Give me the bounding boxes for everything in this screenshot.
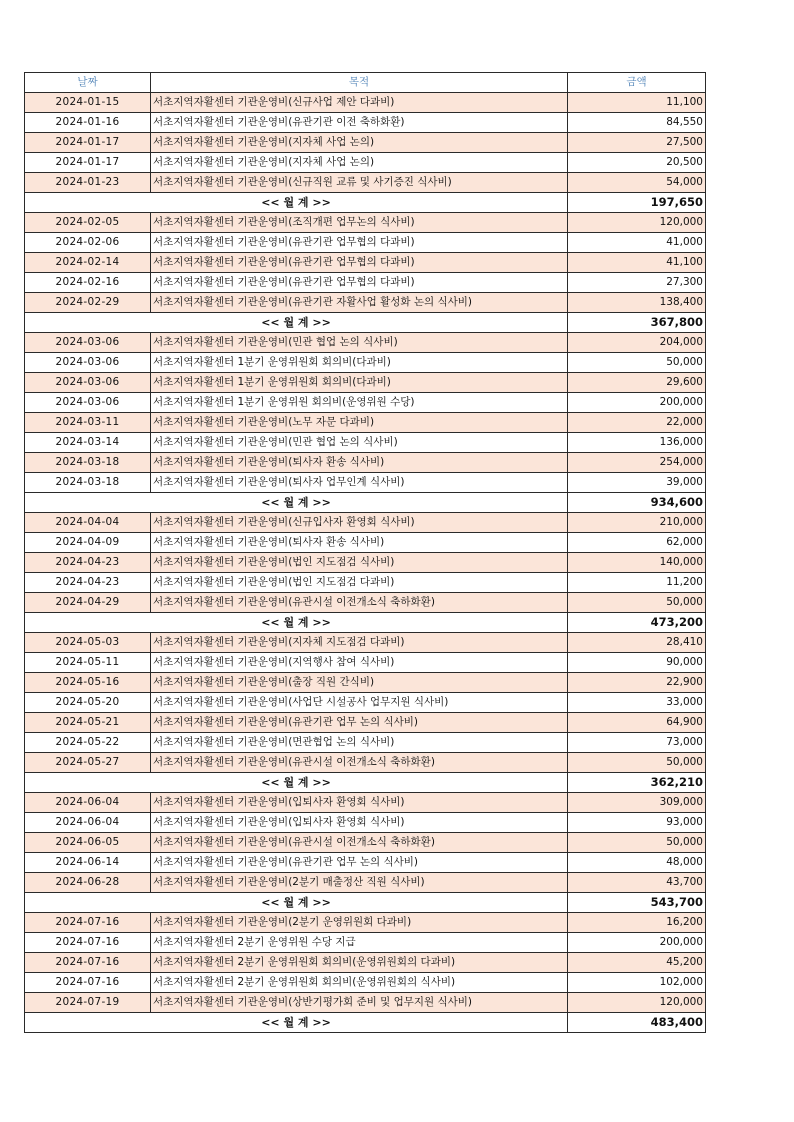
amount-cell: 50,000 (568, 593, 706, 613)
date-cell: 2024-02-05 (25, 213, 151, 233)
date-cell: 2024-03-06 (25, 353, 151, 373)
purpose-cell: 서초지역자활센터 기관운영비(유관기관 업무협의 다과비) (151, 233, 568, 253)
table-row (25, 153, 706, 173)
amount-cell: 84,550 (568, 113, 706, 133)
purpose-cell: 서초지역자활센터 2분기 운영위원회 회의비(운영위원회의 다과비) (151, 953, 568, 973)
table-row (25, 273, 706, 293)
subtotal-amount: 197,650 (568, 193, 706, 213)
date-cell: 2024-07-16 (25, 973, 151, 993)
date-cell: 2024-04-29 (25, 593, 151, 613)
amount-cell: 11,200 (568, 573, 706, 593)
table-row (25, 513, 706, 533)
purpose-cell: 서초지역자활센터 기관운영비(퇴사자 환송 식사비) (151, 453, 568, 473)
purpose-cell: 서초지역자활센터 1분기 운영위원회 회의비(다과비) (151, 353, 568, 373)
amount-cell: 20,500 (568, 153, 706, 173)
table-row (25, 673, 706, 693)
date-cell: 2024-04-04 (25, 513, 151, 533)
purpose-cell: 서초지역자활센터 기관운영비(2분기 운영위원회 다과비) (151, 913, 568, 933)
amount-cell: 254,000 (568, 453, 706, 473)
table-row (25, 433, 706, 453)
amount-cell: 48,000 (568, 853, 706, 873)
purpose-cell: 서초지역자활센터 기관운영비(신규입사자 환영회 식사비) (151, 513, 568, 533)
purpose-cell: 서초지역자활센터 기관운영비(유관시설 이전개소식 축하화환) (151, 833, 568, 853)
purpose-cell: 서초지역자활센터 기관운영비(유관기관 자활사업 활성화 논의 식사비) (151, 293, 568, 313)
date-cell: 2024-06-04 (25, 813, 151, 833)
table-row (25, 993, 706, 1013)
table-row (25, 653, 706, 673)
monthly-subtotal-row (25, 313, 706, 333)
table-row (25, 233, 706, 253)
monthly-subtotal-row (25, 493, 706, 513)
date-cell: 2024-03-06 (25, 373, 151, 393)
date-cell: 2024-03-06 (25, 393, 151, 413)
amount-cell: 45,200 (568, 953, 706, 973)
subtotal-label: << 월 계 >> (25, 893, 568, 913)
purpose-cell: 서초지역자활센터 기관운영비(지자체 사업 논의) (151, 133, 568, 153)
date-cell: 2024-02-06 (25, 233, 151, 253)
amount-cell: 50,000 (568, 753, 706, 773)
amount-cell: 22,900 (568, 673, 706, 693)
table-row (25, 693, 706, 713)
amount-cell: 41,000 (568, 233, 706, 253)
table-row (25, 173, 706, 193)
purpose-cell: 서초지역자활센터 기관운영비(법인 지도점검 다과비) (151, 573, 568, 593)
subtotal-label: << 월 계 >> (25, 773, 568, 793)
date-cell: 2024-03-14 (25, 433, 151, 453)
table-header (25, 73, 706, 93)
header-amount: 금액 (568, 73, 706, 93)
date-cell: 2024-03-06 (25, 333, 151, 353)
amount-cell: 41,100 (568, 253, 706, 273)
table-row (25, 933, 706, 953)
date-cell: 2024-03-11 (25, 413, 151, 433)
amount-cell: 16,200 (568, 913, 706, 933)
table-row (25, 833, 706, 853)
subtotal-amount: 367,800 (568, 313, 706, 333)
purpose-cell: 서초지역자활센터 기관운영비(지자체 사업 논의) (151, 153, 568, 173)
date-cell: 2024-05-11 (25, 653, 151, 673)
date-cell: 2024-02-14 (25, 253, 151, 273)
amount-cell: 93,000 (568, 813, 706, 833)
amount-cell: 136,000 (568, 433, 706, 453)
date-cell: 2024-03-18 (25, 473, 151, 493)
amount-cell: 120,000 (568, 213, 706, 233)
amount-cell: 43,700 (568, 873, 706, 893)
table-row (25, 393, 706, 413)
purpose-cell: 서초지역자활센터 기관운영비(입퇴사자 환영회 식사비) (151, 793, 568, 813)
date-cell: 2024-01-16 (25, 113, 151, 133)
table-row (25, 453, 706, 473)
subtotal-label: << 월 계 >> (25, 313, 568, 333)
table-row (25, 813, 706, 833)
subtotal-amount: 473,200 (568, 613, 706, 633)
purpose-cell: 서초지역자활센터 기관운영비(사업단 시설공사 업무지원 식사비) (151, 693, 568, 713)
purpose-cell: 서초지역자활센터 기관운영비(민관 협업 논의 식사비) (151, 333, 568, 353)
purpose-cell: 서초지역자활센터 기관운영비(민관 협업 논의 식사비) (151, 433, 568, 453)
date-cell: 2024-03-18 (25, 453, 151, 473)
table-row (25, 533, 706, 553)
date-cell: 2024-04-23 (25, 573, 151, 593)
date-cell: 2024-07-16 (25, 953, 151, 973)
date-cell: 2024-05-22 (25, 733, 151, 753)
table-row (25, 793, 706, 813)
table-row (25, 713, 706, 733)
purpose-cell: 서초지역자활센터 기관운영비(신규사업 제안 다과비) (151, 93, 568, 113)
date-cell: 2024-04-23 (25, 553, 151, 573)
amount-cell: 39,000 (568, 473, 706, 493)
table-row (25, 973, 706, 993)
date-cell: 2024-01-17 (25, 153, 151, 173)
purpose-cell: 서초지역자활센터 기관운영비(노무 자문 다과비) (151, 413, 568, 433)
amount-cell: 90,000 (568, 653, 706, 673)
amount-cell: 33,000 (568, 693, 706, 713)
table-row (25, 333, 706, 353)
purpose-cell: 서초지역자활센터 기관운영비(퇴사자 업무인계 식사비) (151, 473, 568, 493)
table-row (25, 113, 706, 133)
date-cell: 2024-06-04 (25, 793, 151, 813)
table-row (25, 913, 706, 933)
purpose-cell: 서초지역자활센터 기관운영비(유관기관 업무 논의 식사비) (151, 713, 568, 733)
amount-cell: 22,000 (568, 413, 706, 433)
date-cell: 2024-01-23 (25, 173, 151, 193)
table-row (25, 733, 706, 753)
table-body (25, 93, 706, 1033)
date-cell: 2024-04-09 (25, 533, 151, 553)
amount-cell: 28,410 (568, 633, 706, 653)
expense-table (24, 72, 706, 1033)
date-cell: 2024-05-21 (25, 713, 151, 733)
table-row (25, 133, 706, 153)
subtotal-label: << 월 계 >> (25, 493, 568, 513)
purpose-cell: 서초지역자활센터 기관운영비(지자체 지도점검 다과비) (151, 633, 568, 653)
table-row (25, 213, 706, 233)
purpose-cell: 서초지역자활센터 기관운영비(유관기관 업무협의 다과비) (151, 253, 568, 273)
purpose-cell: 서초지역자활센터 기관운영비(법인 지도점검 식사비) (151, 553, 568, 573)
monthly-subtotal-row (25, 193, 706, 213)
date-cell: 2024-05-16 (25, 673, 151, 693)
date-cell: 2024-02-16 (25, 273, 151, 293)
table-row (25, 633, 706, 653)
amount-cell: 309,000 (568, 793, 706, 813)
purpose-cell: 서초지역자활센터 기관운영비(유관시설 이전개소식 축하화환) (151, 753, 568, 773)
header-row (25, 73, 706, 93)
purpose-cell: 서초지역자활센터 기관운영비(출장 직원 간식비) (151, 673, 568, 693)
amount-cell: 210,000 (568, 513, 706, 533)
table-row (25, 93, 706, 113)
date-cell: 2024-05-20 (25, 693, 151, 713)
amount-cell: 54,000 (568, 173, 706, 193)
purpose-cell: 서초지역자활센터 1분기 운영위원회 회의비(다과비) (151, 373, 568, 393)
purpose-cell: 서초지역자활센터 기관운영비(유관기관 업무협의 다과비) (151, 273, 568, 293)
table-row (25, 753, 706, 773)
table-row (25, 553, 706, 573)
amount-cell: 73,000 (568, 733, 706, 753)
table-row (25, 873, 706, 893)
monthly-subtotal-row (25, 893, 706, 913)
date-cell: 2024-05-03 (25, 633, 151, 653)
monthly-subtotal-row (25, 613, 706, 633)
subtotal-amount: 483,400 (568, 1013, 706, 1033)
purpose-cell: 서초지역자활센터 기관운영비(지역행사 참여 식사비) (151, 653, 568, 673)
table-row (25, 413, 706, 433)
subtotal-label: << 월 계 >> (25, 613, 568, 633)
date-cell: 2024-06-28 (25, 873, 151, 893)
purpose-cell: 서초지역자활센터 기관운영비(유관기관 이전 축하화환) (151, 113, 568, 133)
subtotal-amount: 543,700 (568, 893, 706, 913)
purpose-cell: 서초지역자활센터 1분기 운영위원 회의비(운영위원 수당) (151, 393, 568, 413)
purpose-cell: 서초지역자활센터 기관운영비(입퇴사자 환영회 식사비) (151, 813, 568, 833)
subtotal-amount: 934,600 (568, 493, 706, 513)
amount-cell: 138,400 (568, 293, 706, 313)
date-cell: 2024-02-29 (25, 293, 151, 313)
purpose-cell: 서초지역자활센터 기관운영비(유관시설 이전개소식 축하화환) (151, 593, 568, 613)
table-row (25, 253, 706, 273)
purpose-cell: 서초지역자활센터 기관운영비(면관협업 논의 식사비) (151, 733, 568, 753)
date-cell: 2024-07-19 (25, 993, 151, 1013)
amount-cell: 50,000 (568, 353, 706, 373)
purpose-cell: 서초지역자활센터 2분기 운영위원 수당 지급 (151, 933, 568, 953)
purpose-cell: 서초지역자활센터 기관운영비(2분기 매출정산 직원 식사비) (151, 873, 568, 893)
amount-cell: 27,500 (568, 133, 706, 153)
date-cell: 2024-06-14 (25, 853, 151, 873)
date-cell: 2024-01-15 (25, 93, 151, 113)
purpose-cell: 서초지역자활센터 기관운영비(퇴사자 환송 식사비) (151, 533, 568, 553)
table-row (25, 353, 706, 373)
table-row (25, 593, 706, 613)
monthly-subtotal-row (25, 773, 706, 793)
table-row (25, 953, 706, 973)
header-date: 날짜 (25, 73, 151, 93)
amount-cell: 140,000 (568, 553, 706, 573)
subtotal-label: << 월 계 >> (25, 193, 568, 213)
table-row (25, 373, 706, 393)
subtotal-amount: 362,210 (568, 773, 706, 793)
amount-cell: 64,900 (568, 713, 706, 733)
purpose-cell: 서초지역자활센터 기관운영비(상반기평가회 준비 및 업무지원 식사비) (151, 993, 568, 1013)
subtotal-label: << 월 계 >> (25, 1013, 568, 1033)
amount-cell: 102,000 (568, 973, 706, 993)
date-cell: 2024-05-27 (25, 753, 151, 773)
amount-cell: 11,100 (568, 93, 706, 113)
date-cell: 2024-07-16 (25, 913, 151, 933)
amount-cell: 62,000 (568, 533, 706, 553)
table-row (25, 293, 706, 313)
purpose-cell: 서초지역자활센터 기관운영비(유관기관 업무 논의 식사비) (151, 853, 568, 873)
amount-cell: 120,000 (568, 993, 706, 1013)
purpose-cell: 서초지역자활센터 기관운영비(신규직원 교류 및 사기증진 식사비) (151, 173, 568, 193)
date-cell: 2024-06-05 (25, 833, 151, 853)
table-row (25, 473, 706, 493)
amount-cell: 27,300 (568, 273, 706, 293)
purpose-cell: 서초지역자활센터 기관운영비(조직개편 업무논의 식사비) (151, 213, 568, 233)
purpose-cell: 서초지역자활센터 2분기 운영위원회 회의비(운영위원회의 식사비) (151, 973, 568, 993)
date-cell: 2024-07-16 (25, 933, 151, 953)
amount-cell: 29,600 (568, 373, 706, 393)
amount-cell: 50,000 (568, 833, 706, 853)
table-row (25, 853, 706, 873)
table-row (25, 573, 706, 593)
amount-cell: 204,000 (568, 333, 706, 353)
date-cell: 2024-01-17 (25, 133, 151, 153)
monthly-subtotal-row (25, 1013, 706, 1033)
header-purpose: 목적 (151, 73, 568, 93)
amount-cell: 200,000 (568, 393, 706, 413)
amount-cell: 200,000 (568, 933, 706, 953)
